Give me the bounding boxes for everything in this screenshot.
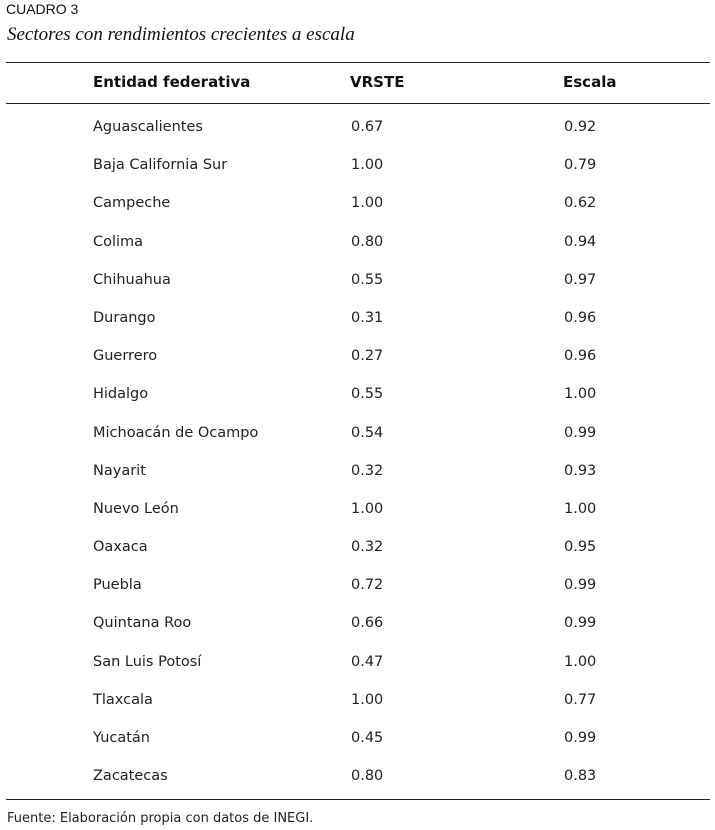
cell-scale: 0.92	[564, 119, 597, 135]
cell-vrste: 0.80	[351, 768, 384, 785]
cell-scale: 1.00	[564, 386, 597, 403]
cell-entity: Hidalgo	[93, 386, 149, 403]
table-row	[0, 531, 715, 569]
cell-entity: Oaxaca	[93, 539, 148, 556]
cell-scale: 0.99	[564, 424, 597, 441]
cell-entity: Yucatán	[93, 730, 151, 746]
cell-vrste: 0.32	[351, 462, 384, 479]
cell-entity: Quintana Roo	[93, 615, 192, 632]
cell-entity: Guerrero	[93, 348, 158, 365]
header-rule	[6, 103, 710, 104]
cell-entity: Colima	[93, 233, 144, 250]
cell-vrste: 1.00	[351, 500, 384, 517]
cell-scale: 0.62	[564, 195, 597, 212]
cell-scale: 0.99	[564, 577, 597, 594]
cell-scale: 0.99	[564, 730, 597, 746]
cell-scale: 0.95	[564, 539, 597, 556]
table-row	[0, 455, 715, 493]
cell-entity: Tlaxcala	[93, 691, 153, 708]
cell-vrste: 0.72	[351, 577, 384, 594]
cell-vrste: 0.27	[351, 348, 384, 365]
cell-vrste: 0.47	[351, 653, 384, 670]
header-entity: Entidad federativa	[93, 73, 251, 91]
cell-scale: 0.99	[564, 615, 597, 632]
table-row	[0, 111, 715, 149]
top-rule	[6, 62, 710, 63]
table-row	[0, 569, 715, 607]
cell-scale: 0.96	[564, 309, 597, 326]
cell-vrste: 1.00	[351, 691, 384, 708]
cell-scale: 1.00	[564, 500, 597, 517]
table-row	[0, 722, 715, 760]
table-row	[0, 493, 715, 531]
table-row	[0, 302, 715, 340]
cell-vrste: 1.00	[351, 157, 384, 174]
cell-entity: Durango	[93, 309, 156, 326]
table-row	[0, 607, 715, 645]
table-title: Sectores con rendimientos crecientes a escala	[7, 24, 355, 45]
cell-entity: Nayarit	[93, 462, 146, 479]
cell-vrste: 0.31	[351, 309, 384, 326]
table-row	[0, 226, 715, 264]
cell-scale: 1.00	[564, 653, 597, 670]
cell-entity: Chihuahua	[93, 271, 171, 288]
cell-vrste: 0.32	[351, 539, 384, 556]
cell-entity: Nuevo León	[93, 500, 179, 517]
cell-scale: 0.97	[564, 271, 597, 288]
cell-vrste: 1.00	[351, 195, 384, 212]
cell-entity: Campeche	[93, 195, 171, 212]
cell-vrste: 0.54	[351, 424, 384, 441]
table-row	[0, 340, 715, 378]
table-body	[0, 111, 715, 798]
cell-vrste: 0.55	[351, 271, 384, 288]
cell-scale: 0.83	[564, 768, 597, 785]
cell-scale: 0.96	[564, 348, 597, 365]
table-row	[0, 646, 715, 684]
cell-entity: Aguascalientes	[93, 119, 203, 135]
cell-vrste: 0.55	[351, 386, 384, 403]
cell-entity: San Luis Potosí	[93, 653, 202, 670]
cell-entity: Puebla	[93, 577, 142, 594]
cell-scale: 0.93	[564, 462, 597, 479]
table-row	[0, 684, 715, 722]
cell-entity: Michoacán de Ocampo	[93, 424, 259, 441]
table-row	[0, 378, 715, 416]
table-row	[0, 149, 715, 187]
cell-entity: Baja California Sur	[93, 157, 228, 174]
cell-scale: 0.77	[564, 691, 597, 708]
bottom-rule	[6, 799, 710, 800]
table-row	[0, 417, 715, 455]
cell-scale: 0.79	[564, 157, 597, 174]
cell-scale: 0.94	[564, 233, 597, 250]
table-row	[0, 264, 715, 302]
table-row	[0, 187, 715, 225]
cell-entity: Zacatecas	[93, 768, 168, 785]
cell-vrste: 0.45	[351, 730, 384, 746]
table-label: CUADRO 3	[6, 1, 79, 17]
source-note: Fuente: Elaboración propia con datos de INEGI.	[7, 811, 314, 826]
header-vrste: VRSTE	[350, 73, 405, 91]
header-scale: Escala	[563, 73, 617, 91]
cell-vrste: 0.66	[351, 615, 384, 632]
table-row	[0, 760, 715, 798]
cell-vrste: 0.80	[351, 233, 384, 250]
cell-vrste: 0.67	[351, 119, 384, 135]
